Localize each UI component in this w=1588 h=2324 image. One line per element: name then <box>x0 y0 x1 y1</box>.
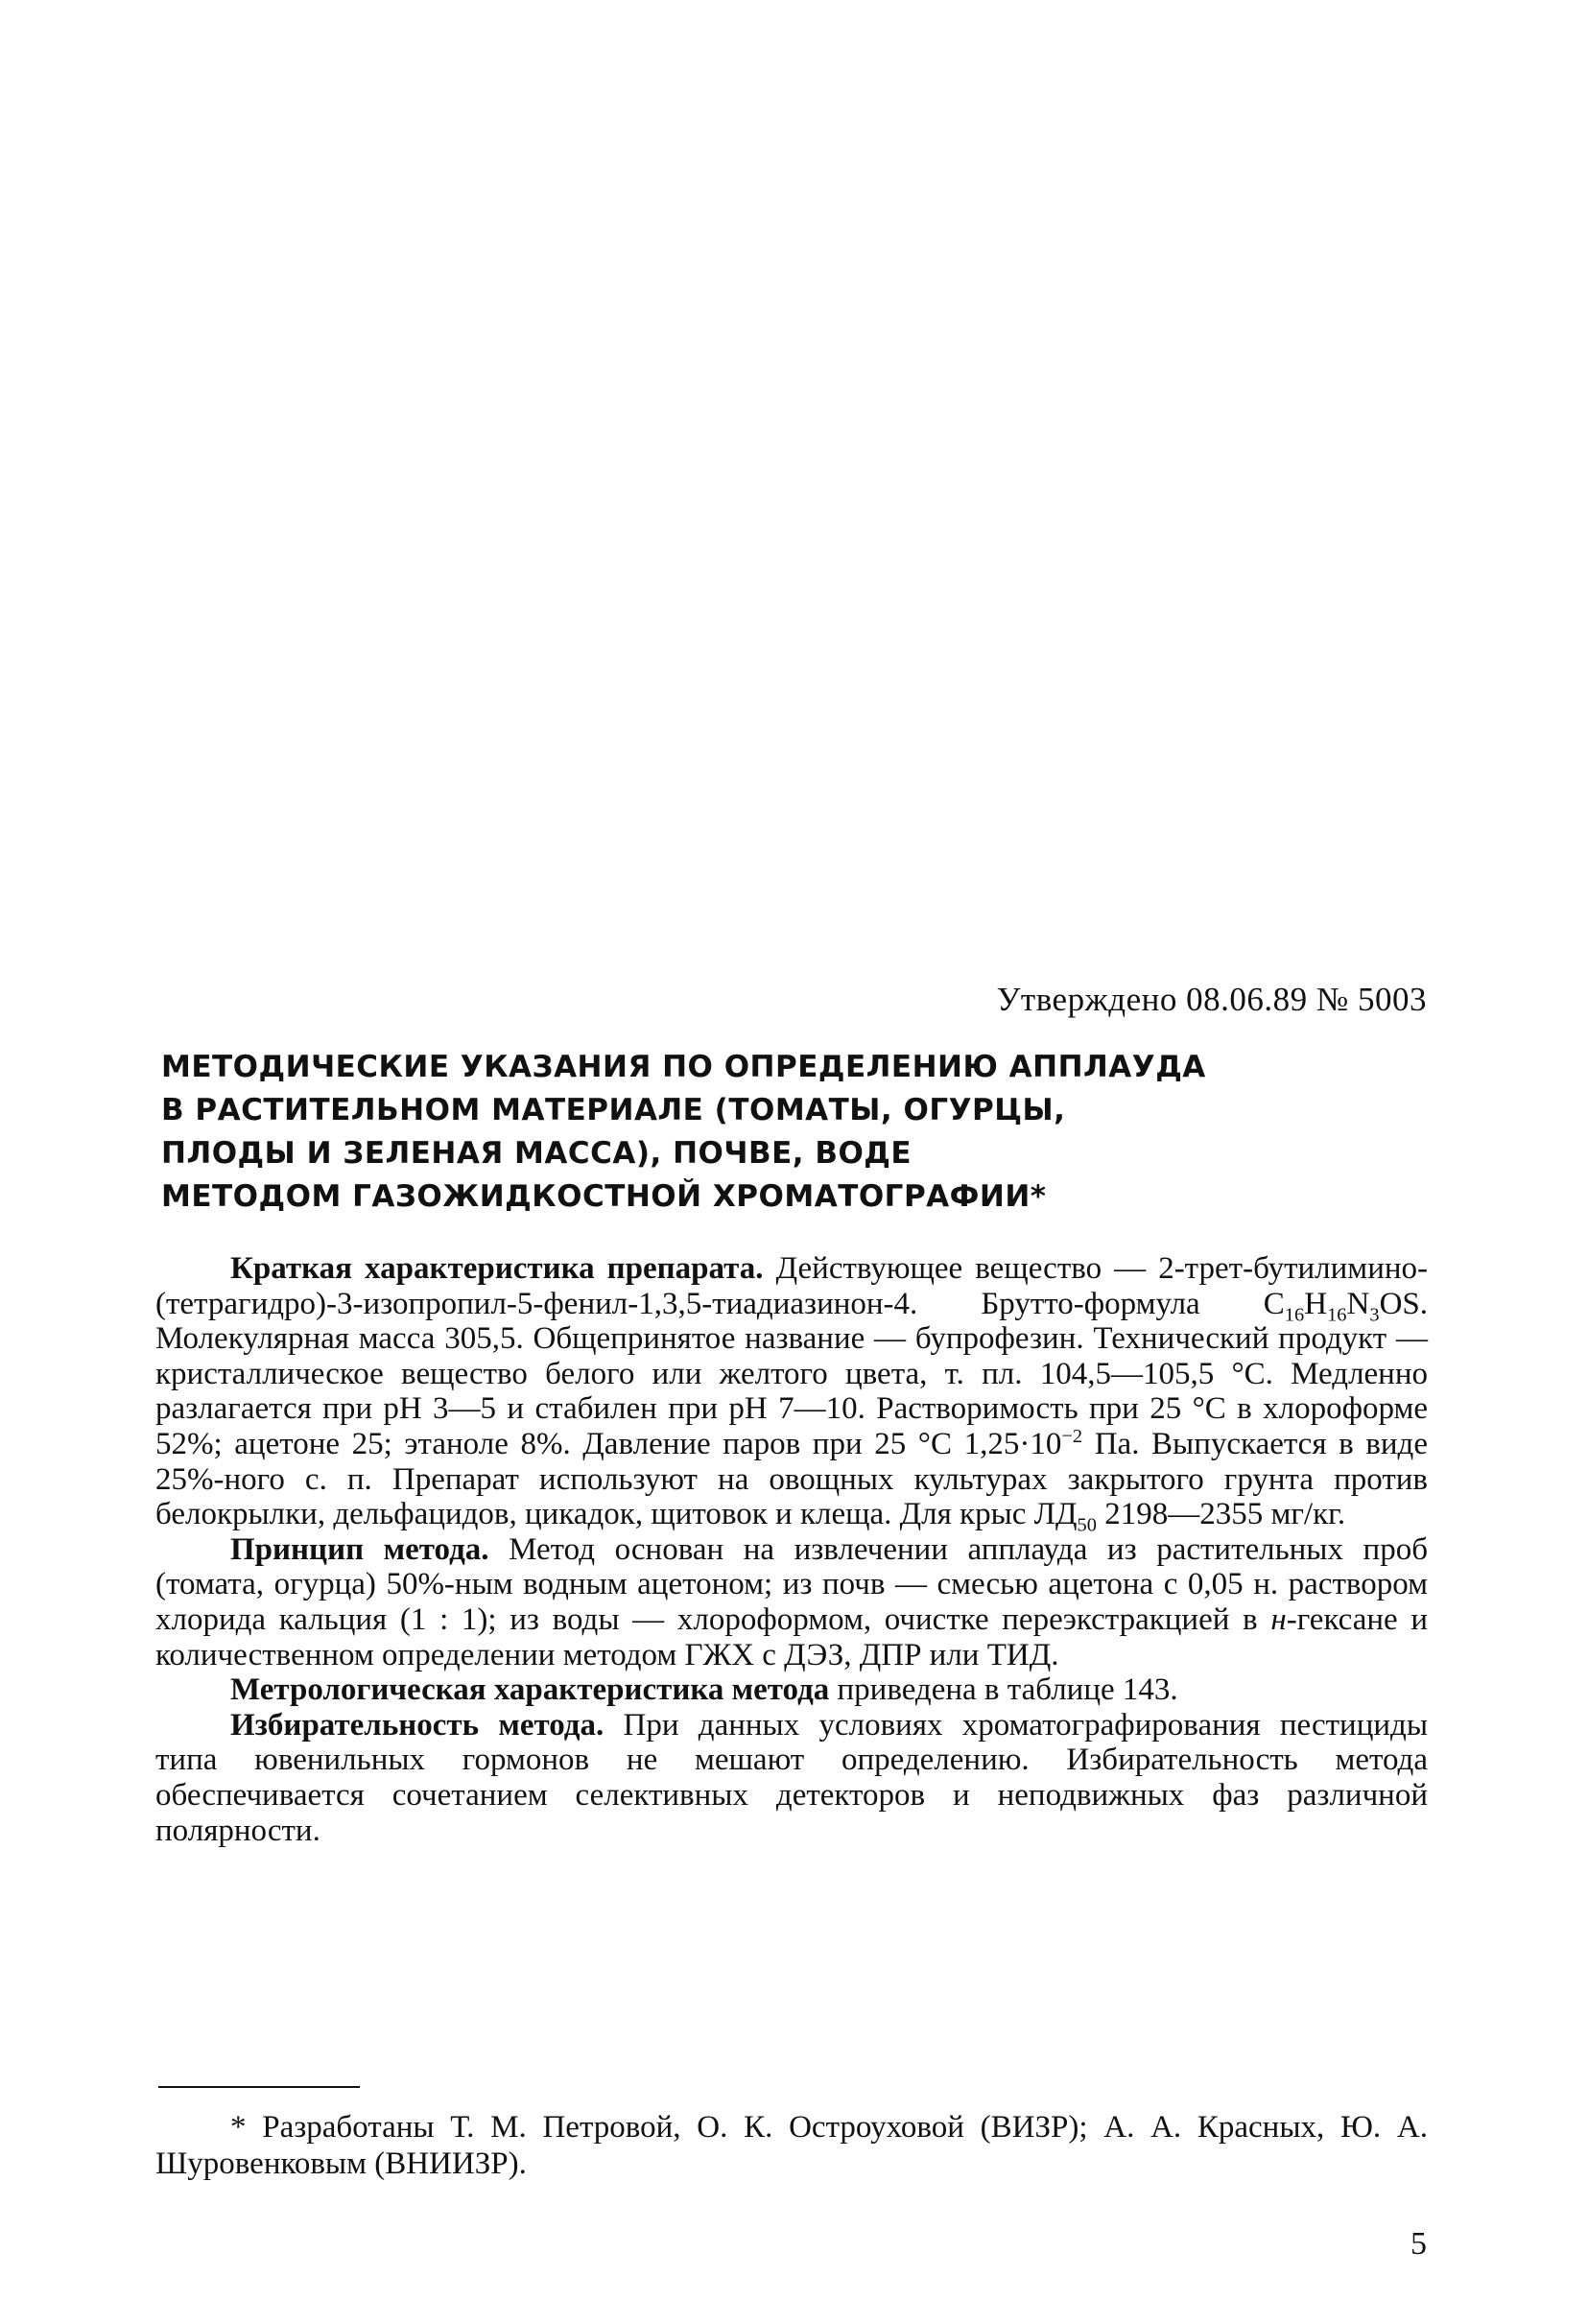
exponent: −2 <box>1061 1425 1083 1447</box>
paragraph-text: Метод основан на извлечении апплауда из растительных проб (томата, огурца) 50%-ным водным ацетоном; из почв — смесью ацетона с 0,05 н. раствором хлорида кальция (1 : 1); из воды — хлороформом, очистке переэкстракцией в <box>155 1531 1429 1637</box>
title-line: МЕТОДИЧЕСКИЕ УКАЗАНИЯ ПО ОПРЕДЕЛЕНИЮ АППЛАУДА <box>161 1050 1206 1084</box>
footnote-divider <box>158 2086 360 2088</box>
paragraph-characteristics <box>155 1251 1429 1536</box>
ld-subscript: 50 <box>1077 1514 1097 1536</box>
title-line: В РАСТИТЕЛЬНОМ МАТЕРИАЛЕ (ТОМАТЫ, ОГУРЦЫ, <box>161 1093 1066 1127</box>
paragraph-text: 2198—2355 мг/кг. <box>1096 1497 1346 1532</box>
paragraph-text: -гексане и количественном определении методом ГЖХ с ДЭЗ, ДПР или ТИД. <box>155 1601 1428 1672</box>
paragraph-metrology <box>155 1672 1428 1708</box>
paragraph-italic: н <box>1270 1601 1287 1637</box>
title-line: МЕТОДОМ ГАЗОЖИДКОСТНОЙ ХРОМАТОГРАФИИ* <box>161 1179 1047 1214</box>
page-number: 5 <box>1410 2226 1427 2262</box>
paragraph-selectivity <box>155 1708 1428 1848</box>
approval-stamp: Утверждено 08.06.89 № 5003 <box>996 981 1427 1018</box>
paragraph-lead: Принцип метода. <box>230 1531 489 1567</box>
formula-subscript: 3 <box>1369 1304 1380 1326</box>
document-body <box>155 1251 1428 1848</box>
formula-subscript: 16 <box>1284 1304 1305 1326</box>
paragraph-text: Действующее вещество — 2-трет-бутилимино-(тетрагидро)-3-изопропил-5-фенил-1,3,5-тиадиазинон-4. Брутто-формула C <box>155 1251 1429 1321</box>
title-line: ПЛОДЫ И ЗЕЛЕНАЯ МАССА), ПОЧВЕ, ВОДЕ <box>161 1136 913 1171</box>
paragraph-text: OS. Молекулярная масса 305,5. Общепринятое название — бупрофезин. Технический продукт — кристаллическое вещество белого или желтого цвета, т. пл. 104,5—105,5 °С. Медленно разлагается при pH 3—5 и стабилен при pH 7—10. Растворимость при 25 °С в хлороформе 52%; ацетоне 25; этаноле 8%. Давление паров при 25 °С 1,25·10 <box>155 1286 1428 1461</box>
paragraph-lead: Краткая характеристика препарата. <box>230 1251 764 1286</box>
paragraph-text: При данных условиях хроматографирования пестициды типа ювенильных гормонов не мешают определению. Избирательность метода обеспечивается сочетанием селективных детекторов и неподвижных фаз различной полярности. <box>155 1707 1428 1848</box>
footnote: * Разработаны Т. М. Петровой, О. К. Остроуховой (ВИЗР); А. А. Красных, Ю. А. Шуровенковым (ВНИИЗР). <box>155 2110 1428 2181</box>
paragraph-text: приведена в таблице 143. <box>829 1672 1178 1708</box>
paragraph-text: N <box>1346 1286 1370 1321</box>
paragraph-text: H <box>1304 1286 1328 1321</box>
paragraph-principle <box>155 1532 1428 1672</box>
paragraph-lead: Метрологическая характеристика метода <box>230 1672 830 1708</box>
paragraph-lead: Избирательность метода. <box>230 1707 604 1743</box>
formula-subscript: 16 <box>1327 1304 1347 1326</box>
paragraph-text: Па. Выпускается в виде 25%-ного с. п. Препарат используют на овощных культурах закрытого грунта против белокрылки, дельфацидов, цикадок, щитовок и клеща. Для крыс ЛД <box>155 1426 1428 1532</box>
document-title <box>161 1046 1409 1219</box>
